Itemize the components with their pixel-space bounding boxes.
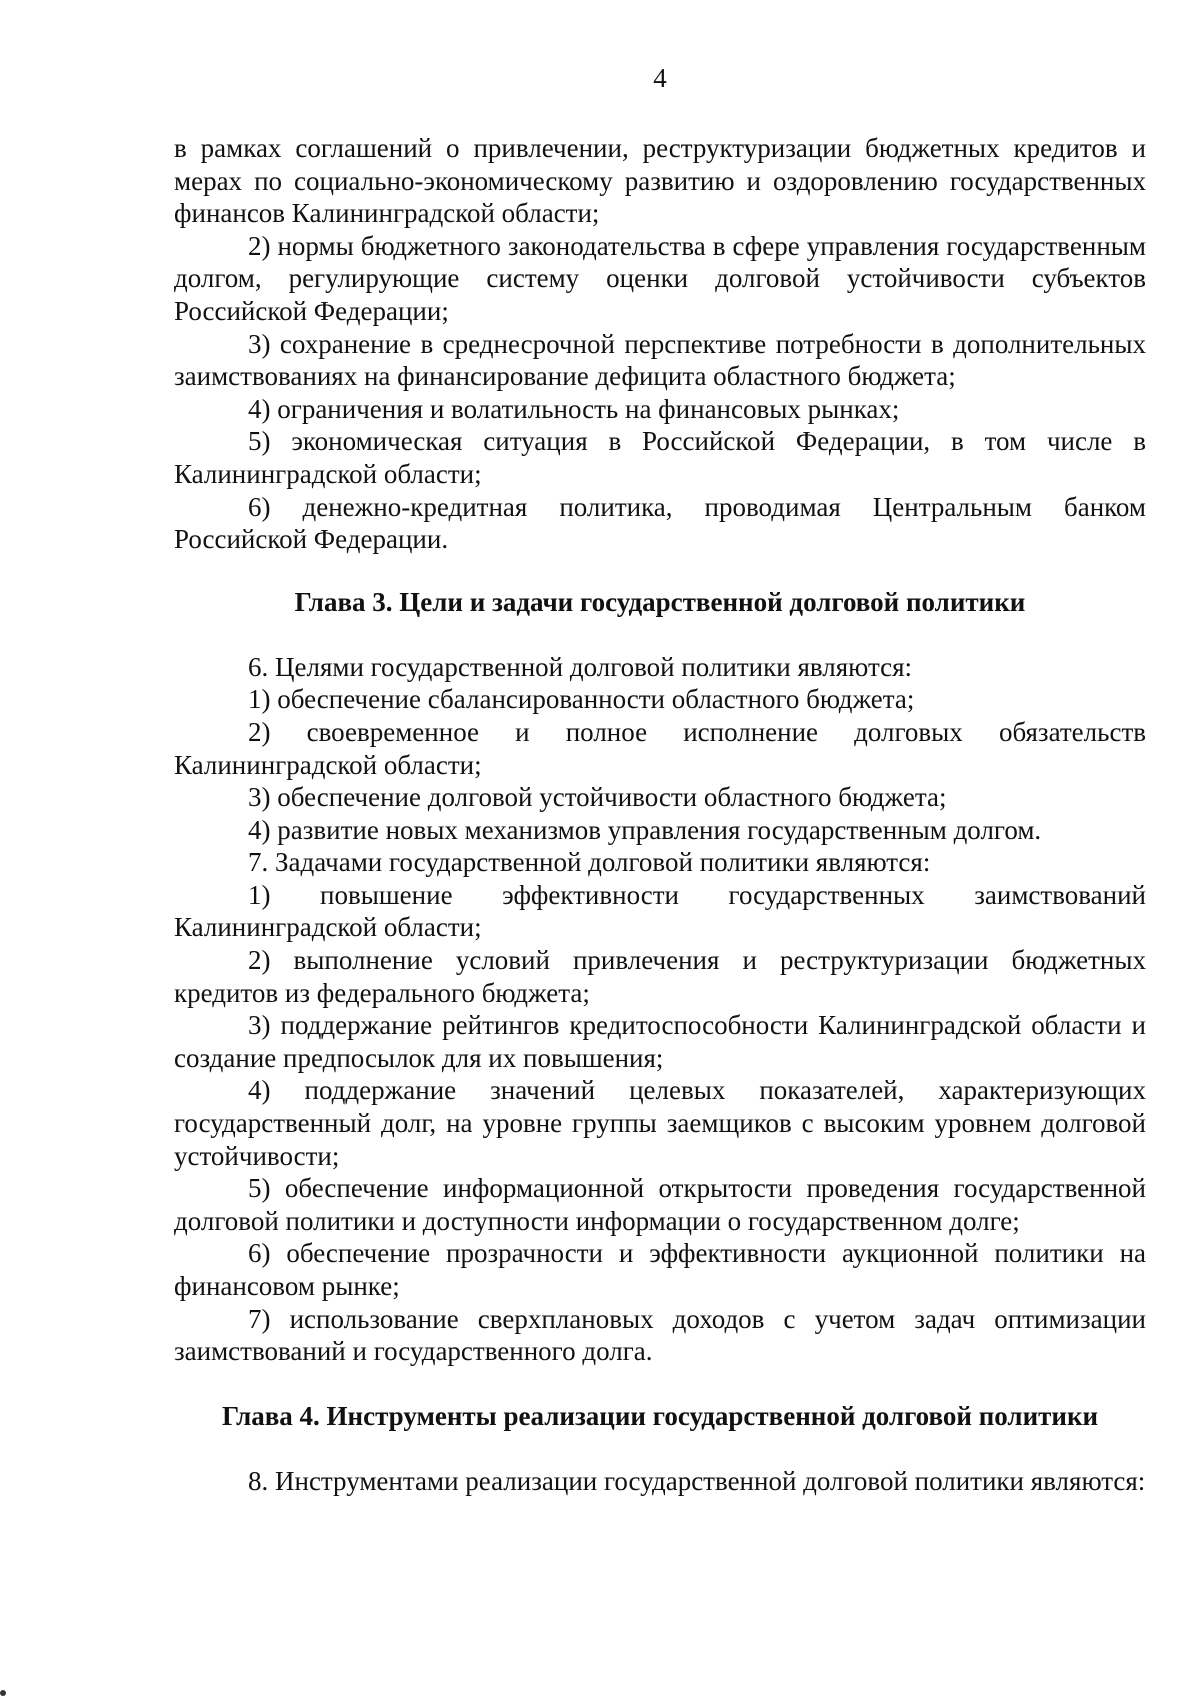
paragraph: 5) экономическая ситуация в Российской Федерации, в том числе в Калининградской области;	[174, 426, 1146, 489]
page-number: 4	[653, 63, 667, 93]
paragraph: 1) повышение эффективности государственных заимствований Калининградской области;	[174, 879, 1146, 943]
document-page	[174, 60, 1146, 1497]
paragraph: 3) поддержание рейтингов кредитоспособности Калининградской области и создание предпосылок для их повышения;	[174, 1010, 1146, 1073]
paragraph: 5) обеспечение информационной открытости проведения государственной долговой политики и доступности информации о государственном долге;	[174, 1173, 1146, 1236]
paragraph: в рамках соглашений о привлечении, реструктуризации бюджетных кредитов и мерах по социально-экономическому развитию и оздоровлению государственных финансов Калининградской области;	[174, 133, 1146, 229]
paragraph: 2) своевременное и полное исполнение долговых обязательств Калининградской области;	[174, 716, 1146, 780]
chapter-4-heading: Глава 4. Инструменты реализации государственной долговой политики	[221, 1400, 1099, 1431]
paragraph: 2) выполнение условий привлечения и реструктуризации бюджетных кредитов из федерального бюджета;	[174, 945, 1146, 1008]
scan-artifact	[0, 1690, 6, 1696]
paragraph: 1) обеспечение сбалансированности областного бюджета;	[248, 684, 915, 715]
paragraph: 2) нормы бюджетного законодательства в сфере управления государственным долгом, регулирующие систему оценки долговой устойчивости субъектов Российской Федерации;	[174, 230, 1146, 326]
section-goals-tasks	[174, 651, 1146, 1368]
paragraph: 4) поддержание значений целевых показателей, характеризующих государственный долг, на уровне группы заемщиков с высоким уровнем долговой устойчивости;	[174, 1075, 1146, 1171]
paragraph: 6) обеспечение прозрачности и эффективности аукционной политики на финансовом рынке;	[174, 1238, 1146, 1301]
paragraph: 4) развитие новых механизмов управления государственным долгом.	[248, 814, 1042, 845]
paragraph: 4) ограничения и волатильность на финансовых рынках;	[248, 393, 900, 424]
section-instruments	[174, 1465, 1146, 1498]
paragraph: 8. Инструментами реализации государственной долговой политики являются:	[248, 1465, 1146, 1496]
paragraph: 7. Задачами государственной долговой политики являются:	[248, 847, 931, 878]
paragraph: 3) сохранение в среднесрочной перспективе потребности в дополнительных заимствованиях на финансирование дефицита областного бюджета;	[174, 328, 1146, 392]
section-conditions	[174, 132, 1146, 556]
paragraph: 7) использование сверхплановых доходов с учетом задач оптимизации заимствований и государственного долга.	[174, 1303, 1146, 1367]
paragraph: 6. Целями государственной долговой политики являются:	[248, 651, 912, 682]
chapter-3-heading: Глава 3. Цели и задачи государственной долговой политики	[294, 586, 1026, 617]
paragraph: 6) денежно-кредитная политика, проводимая Центральным банком Российской Федерации.	[174, 491, 1146, 555]
paragraph: 3) обеспечение долговой устойчивости областного бюджета;	[248, 782, 947, 813]
